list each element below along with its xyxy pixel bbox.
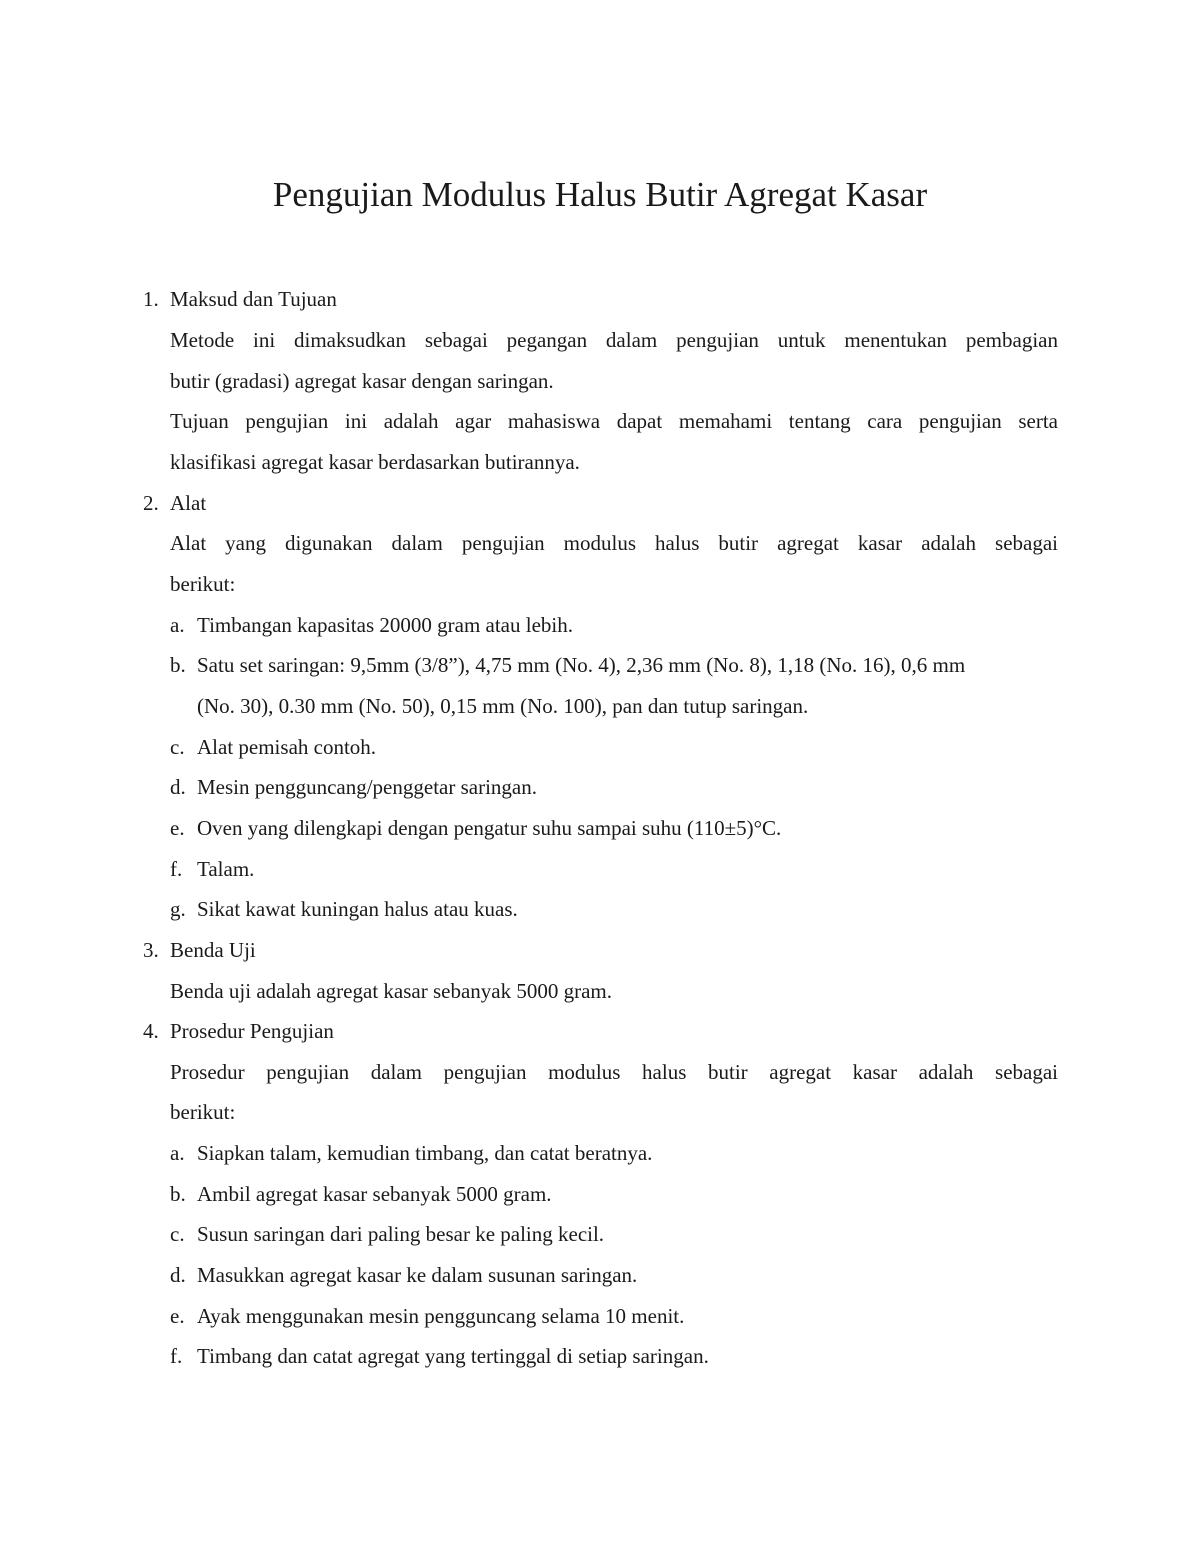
list-item: Timbang dan catat agregat yang tertinggal di setiap saringan. (197, 1344, 709, 1368)
section-number: 4. (143, 1019, 159, 1043)
list-letter: b. (170, 1182, 186, 1206)
list-item: Alat pemisah contoh. (197, 735, 377, 759)
paragraph-line: Alat yang digunakan dalam pengujian modulus halus butir agregat kasar adalah sebagai (170, 531, 1058, 555)
section-heading: Maksud dan Tujuan (170, 287, 337, 311)
list-letter: f. (170, 857, 183, 881)
list-item: Timbangan kapasitas 20000 gram atau lebih. (197, 613, 573, 637)
paragraph-line: Benda uji adalah agregat kasar sebanyak 5000 gram. (170, 979, 612, 1003)
paragraph-line: berikut: (170, 572, 236, 596)
paragraph-line: Metode ini dimaksudkan sebagai pegangan dalam pengujian untuk menentukan pembagian (170, 328, 1058, 352)
paragraph-line: berikut: (170, 1100, 236, 1124)
section-number: 2. (143, 491, 159, 515)
list-item: Sikat kawat kuningan halus atau kuas. (197, 897, 518, 921)
list-item: Mesin pengguncang/penggetar saringan. (197, 775, 537, 799)
list-item-continuation: (No. 30), 0.30 mm (No. 50), 0,15 mm (No. 100), pan dan tutup saringan. (197, 694, 809, 718)
list-item: Oven yang dilengkapi dengan pengatur suhu sampai suhu (110±5)°C. (197, 816, 782, 840)
paragraph-line: klasifikasi agregat kasar berdasarkan butirannya. (170, 450, 580, 474)
list-letter: e. (170, 816, 185, 840)
section-heading: Alat (170, 491, 207, 515)
list-item: Siapkan talam, kemudian timbang, dan catat beratnya. (197, 1141, 653, 1165)
list-item: Ambil agregat kasar sebanyak 5000 gram. (197, 1182, 552, 1206)
list-item: Masukkan agregat kasar ke dalam susunan saringan. (197, 1263, 638, 1287)
list-letter: e. (170, 1304, 185, 1328)
list-letter: a. (170, 613, 185, 637)
list-letter: c. (170, 735, 185, 759)
list-letter: d. (170, 1263, 186, 1287)
list-letter: f. (170, 1344, 183, 1368)
section-number: 3. (143, 938, 159, 962)
paragraph-line: Prosedur pengujian dalam pengujian modulus halus butir agregat kasar adalah sebagai (170, 1060, 1058, 1084)
paragraph-line: butir (gradasi) agregat kasar dengan saringan. (170, 369, 554, 393)
document-title: Pengujian Modulus Halus Butir Agregat Kasar (272, 175, 928, 214)
list-letter: d. (170, 775, 186, 799)
list-letter: c. (170, 1222, 185, 1246)
list-item: Talam. (197, 857, 255, 881)
paragraph-line: Tujuan pengujian ini adalah agar mahasiswa dapat memahami tentang cara pengujian serta (170, 409, 1058, 433)
section-number: 1. (143, 287, 159, 311)
list-letter: g. (170, 897, 186, 921)
section-heading: Benda Uji (170, 938, 256, 962)
list-item: Satu set saringan: 9,5mm (3/8”), 4,75 mm (No. 4), 2,36 mm (No. 8), 1,18 (No. 16), 0,6 mm (197, 653, 966, 677)
section-heading: Prosedur Pengujian (170, 1019, 334, 1043)
list-item: Ayak menggunakan mesin pengguncang selama 10 menit. (197, 1304, 685, 1328)
list-item: Susun saringan dari paling besar ke paling kecil. (197, 1222, 605, 1246)
list-letter: a. (170, 1141, 185, 1165)
list-letter: b. (170, 653, 186, 677)
